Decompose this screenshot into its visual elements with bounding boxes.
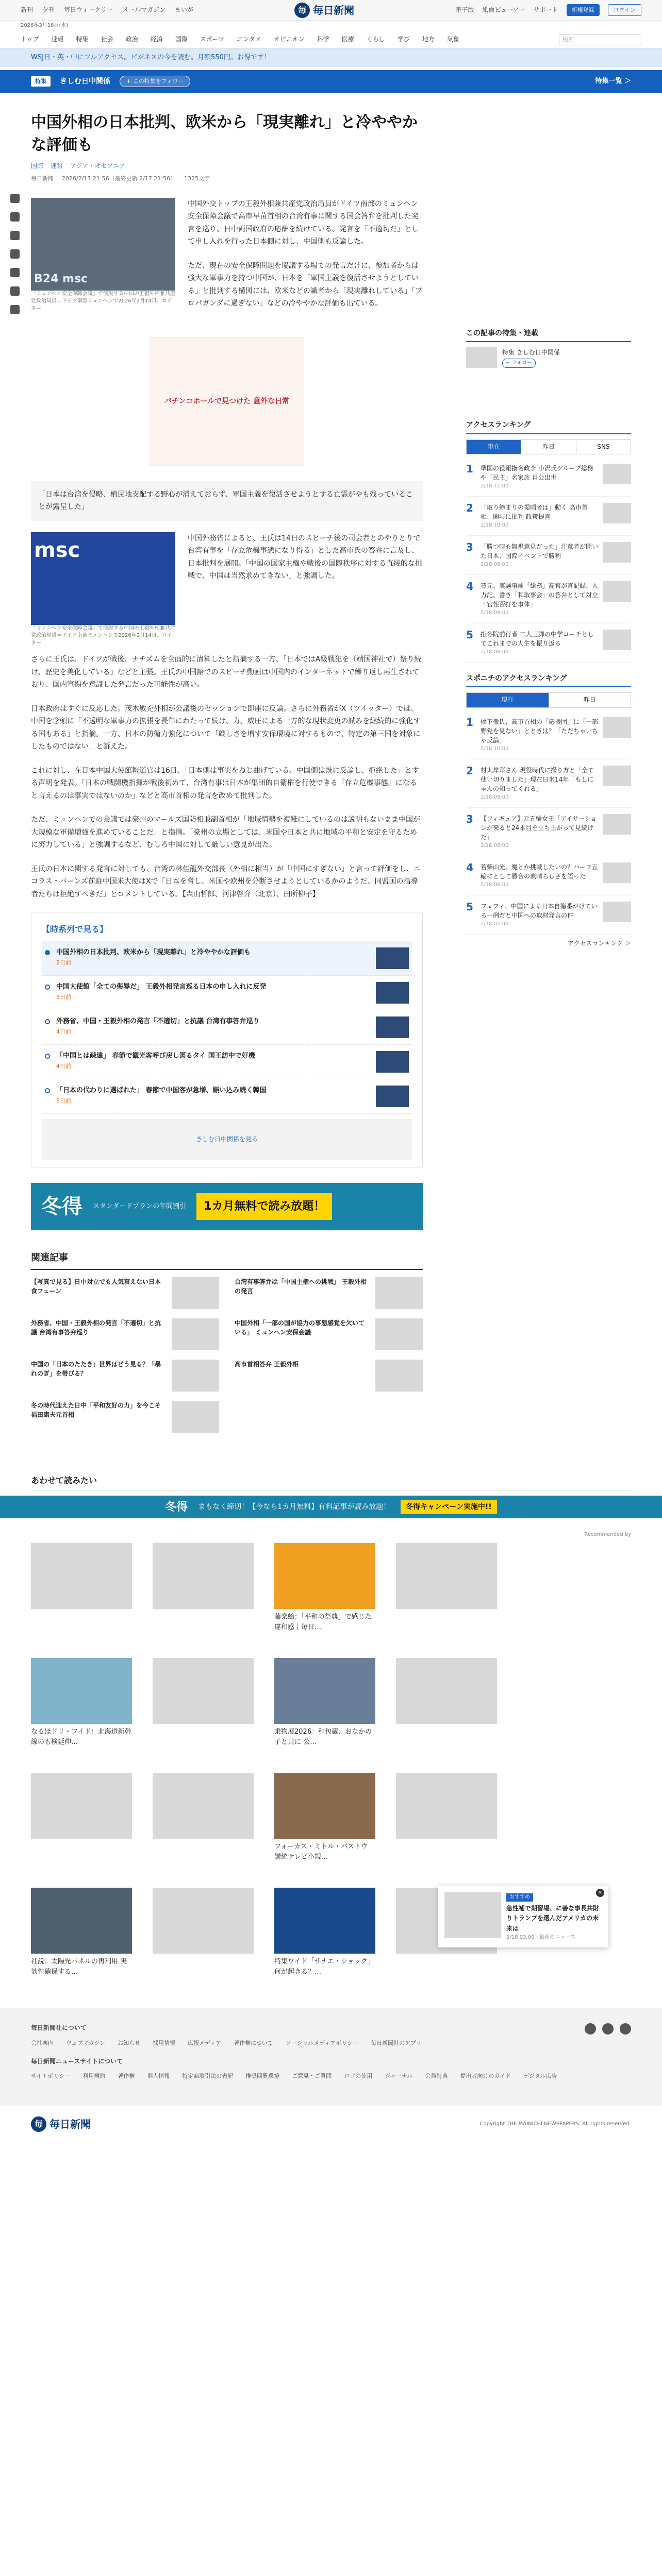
rank-title: 【フィギュア】元五輪女王「アイサーションが来ると24本目を立ち上がって見続けた」	[481, 815, 597, 841]
rank-title: 寛元、実験事前「総務」高官が言記録、入力記、書き「和取事会」の答弁として対立「官性否打を事体」	[481, 582, 599, 608]
masthead-link-4[interactable]: メールマガジン	[122, 6, 166, 13]
print-icon[interactable]	[10, 305, 20, 314]
today-date: 2026年3月18日(水)	[21, 23, 69, 28]
footer-link[interactable]: ジャーナル	[385, 2073, 413, 2080]
masthead	[0, 0, 662, 21]
rank-date: 2/18 08:00	[481, 842, 509, 849]
card-title: フォーカス・ミトル・バストウ 講統テレビ小規…	[274, 1843, 368, 1861]
ranking-item[interactable]	[466, 497, 631, 536]
sticky-big: 冬得	[165, 1500, 188, 1514]
line-share-icon[interactable]	[10, 249, 20, 259]
article-title: 中国外相の日本批判、欧米から「現実離れ」と冷ややかな評価も	[31, 113, 418, 154]
nav-item[interactable]: トップ	[21, 35, 39, 43]
recommend-card[interactable]	[396, 1658, 497, 1747]
promo-bar[interactable]: WSJ日・英・中にフルアクセス。ビジネスの今を読む。月額550円。お得です！	[0, 48, 662, 67]
card-title: なるほドリ・ワイド：北海道新幹線のも検延伸…	[31, 1728, 131, 1746]
recommended-label: Recommended by	[584, 1532, 631, 1538]
rank-number: 4	[466, 580, 473, 592]
rank-title: 拒冬院前行者 二人三脚の中学コーチとしてこれまでの人生を振り返る	[481, 630, 594, 647]
nav-item[interactable]: エンタメ	[237, 35, 261, 43]
banner-cta: 1カ月無料で読み放題！	[196, 1193, 332, 1219]
footer-link[interactable]: 会員特典	[425, 2073, 448, 2080]
card-thumb	[396, 1658, 497, 1724]
footer-link[interactable]: 利用規約	[82, 2073, 106, 2080]
rank-date: 2/18 08:00	[481, 882, 509, 888]
timeline-dot-icon	[45, 1019, 50, 1024]
feature-tag: 特集	[31, 76, 51, 87]
footer-sns	[585, 2023, 631, 2035]
timeline-item-current[interactable]	[42, 941, 412, 976]
related-title: 中国外相「一部の国が協力の事態感覚を欠いている」 ミュンヘン安保会議	[235, 1319, 365, 1336]
footer-link[interactable]: 著作権	[118, 2073, 135, 2080]
rank-number: 3	[466, 812, 473, 825]
ranking2-tab[interactable]: 現在	[467, 693, 549, 707]
ad-text: バチンコホールで見つけた 意外な日常	[164, 397, 289, 405]
masthead-right-3[interactable]: サポート	[533, 6, 558, 13]
related-item[interactable]	[31, 1318, 219, 1350]
sticky-campaign-bar[interactable]	[0, 1496, 662, 1518]
banner-big-text: 冬得	[41, 1194, 82, 1219]
popup-date: 2/18 03:00 | 最新のニュース	[506, 1934, 575, 1940]
card-thumb	[396, 1543, 497, 1609]
rank-thumb	[603, 766, 631, 786]
rank-thumb	[603, 503, 631, 523]
masthead-right-1[interactable]: 電子版	[455, 6, 474, 13]
card-title: 藤楽蛤：「平和の祭典」で感じた違和感｜毎日…	[274, 1613, 372, 1631]
card-thumb	[274, 1543, 375, 1609]
related-item[interactable]	[235, 1360, 423, 1392]
footer-link[interactable]: 提出者向けのガイド	[460, 2073, 511, 2080]
rank-title: 「取り締まりの提唱者は」動く 高市首相、関与に批判 政策提言	[481, 503, 588, 520]
footer-link[interactable]: 広報メディア	[187, 2039, 222, 2046]
rank-date: 2/18 08:00	[481, 649, 509, 655]
recommend-card[interactable]	[31, 1543, 132, 1632]
rank-date: 2/18 09:00	[481, 561, 509, 567]
rank-number: 1	[466, 716, 473, 728]
sidebar-feature-title: 特集 きしむ日中関係	[502, 348, 560, 356]
timeline-title: 中国大使館「全ての侮辱だ」 王毅外相発言巡る日本の申し入れに反発	[56, 982, 267, 991]
related-item[interactable]	[31, 1277, 219, 1309]
login-button[interactable]: ログイン	[608, 4, 641, 16]
related-heading: 関連記事	[31, 1251, 423, 1270]
ranking2-item[interactable]	[466, 895, 631, 935]
read-more-section	[0, 1474, 662, 1491]
timeline-date: 4日前	[56, 1062, 71, 1070]
share-bar	[10, 194, 20, 314]
nav-item[interactable]: 地方	[422, 35, 435, 43]
read-more-heading: あわせて読みたい	[31, 1474, 631, 1491]
nav-item[interactable]: 国際	[175, 35, 188, 43]
related-thumb	[172, 1318, 219, 1350]
article-photo-1[interactable]: B24 msc	[31, 198, 175, 291]
footer-link[interactable]: 個人情報	[147, 2073, 170, 2080]
timeline-thumb	[376, 1016, 409, 1038]
ranking-tab[interactable]: SNS	[597, 443, 610, 450]
global-nav	[0, 31, 662, 48]
timeline-item[interactable]	[42, 1010, 412, 1045]
popup-thumb	[444, 1892, 501, 1938]
card-thumb	[31, 1543, 132, 1609]
related-title: 中国の「日本のたたき」世界はどう見る？「暴れのぎ」を帯びる？	[31, 1360, 161, 1377]
rank-title: 村太岸彩さん 現役時代に撮り方と「全て使い切りました」現在日米14年「もしにゃんの知ってくれる」	[481, 766, 594, 792]
recommend-card[interactable]	[153, 1888, 254, 1977]
ranking2-item[interactable]	[466, 759, 631, 808]
category-link[interactable]: 速報	[51, 162, 63, 170]
related-title: 【写真で見る】日中対立でも人気衰えない日本食フェーン	[31, 1278, 161, 1295]
copyright: Copyright THE MAINICHI NEWSPAPERS. All rights reserved.	[479, 2121, 631, 2127]
footer-heading-company: 毎日新聞社について	[31, 2024, 87, 2032]
recommend-card[interactable]	[274, 1543, 375, 1632]
card-thumb	[274, 1888, 375, 1954]
mail-share-icon[interactable]	[10, 268, 20, 277]
timeline-box	[31, 912, 423, 1167]
card-title: 乗物展2026：和包蔵、おなかの子と共に 公…	[274, 1728, 372, 1746]
banner-sub-text: スタンダードプランの年間割引	[93, 1202, 187, 1210]
ranking-item[interactable]	[466, 536, 631, 575]
recommend-card[interactable]	[31, 1658, 132, 1747]
rank-date: 2/18 07:00	[481, 921, 509, 927]
article	[31, 111, 423, 1433]
article-paragraph: 日本政府はすぐに反応した。茂木敏充外相が公議後のセッションで即座に反論。さらに外務省がX（ツイッター）では、中国を念頭に「不透明な軍事力の拡張を長年にわたって続け、力、威圧による一方的な現状変更の試みを継続的に強化する国もある」と指摘。一方、日本の防衛力強化について「厳しさを増す安保環境に対するもので、特定の第三国を対象にしたものではない」と訴えた。	[31, 704, 421, 751]
recommend-card[interactable]	[31, 1888, 132, 1977]
nav-item[interactable]: 特集	[76, 35, 89, 43]
timeline-title: 中国外相の日本批判、欧米から「現実離れ」と冷ややかな評価も	[56, 948, 251, 956]
ranking2-tab[interactable]: 昨日	[583, 696, 596, 704]
footer-link[interactable]: 採用情報	[152, 2039, 175, 2046]
article-paragraph: 中国外交トップの王毅外相兼共産党政治局員がドイツ南部のミュンヘン安全保障会議で高市早苗首相の台湾有事に関する国会答弁を批判した発言を巡り、日中両国政府の応酬を続けている。発言を「不適切だ」として申し入れを行った日本側に対し、中国側も反論した。	[188, 199, 419, 246]
footer-link[interactable]: サイトポリシー	[31, 2073, 71, 2080]
ranking-more-link[interactable]: アクセスランキング ＞	[567, 939, 631, 947]
related-item[interactable]	[235, 1277, 423, 1309]
x-share-icon[interactable]	[10, 194, 20, 203]
nav-item[interactable]: オピニオン	[273, 35, 305, 43]
ranking-tabs	[466, 439, 631, 454]
masthead-link-2[interactable]: 夕刊	[42, 6, 55, 13]
card-thumb	[31, 1658, 132, 1724]
rank-thumb	[603, 814, 631, 835]
ranking2-heading: スポニチのアクセスランキング	[466, 673, 631, 687]
x-icon[interactable]	[585, 2023, 596, 2035]
hatena-share-icon[interactable]	[10, 231, 20, 240]
recommend-card[interactable]	[153, 1543, 254, 1632]
card-title: 社説：太陽光パネルの再利用 実効性確保する…	[31, 1958, 127, 1976]
related-item[interactable]	[31, 1360, 219, 1392]
nav-item[interactable]: 学び	[397, 35, 410, 43]
ranking-item[interactable]	[466, 623, 631, 663]
nav-item[interactable]: 経済	[150, 35, 163, 43]
nav-item[interactable]: 社会	[101, 35, 113, 43]
card-thumb	[274, 1773, 375, 1839]
ranking-heading: アクセスランキング	[466, 419, 631, 434]
sidebar-feature[interactable]	[466, 347, 631, 368]
rank-number: 4	[466, 861, 473, 874]
search-input[interactable]: 検索	[559, 34, 641, 45]
related-list	[31, 1277, 423, 1433]
timeline-thumb	[376, 947, 409, 969]
recommend-card[interactable]	[153, 1658, 254, 1747]
logo-mark-icon: 毎	[294, 3, 310, 18]
footer	[0, 2008, 662, 2106]
timeline-item[interactable]	[42, 1045, 412, 1079]
campaign-banner[interactable]	[31, 1183, 423, 1230]
rank-thumb	[603, 862, 631, 883]
timeline-date: 3日前	[56, 993, 71, 1001]
masthead-link-1[interactable]: 新刊	[21, 6, 34, 13]
timeline-dot-icon	[45, 1054, 50, 1059]
nav-item[interactable]: スポーツ	[200, 35, 225, 43]
timeline-dot-icon	[45, 950, 50, 955]
photo-caption-2: 「ミュンヘン安全保障会議」で演説する中国の王毅外相兼共産党政治局員＝ドイツ南部ミュンヘンで2026年2月14日、ロイター	[31, 625, 175, 646]
close-icon[interactable]: ×	[596, 1889, 604, 1897]
rank-date: 2/18 09:00	[481, 609, 509, 616]
related-item[interactable]	[235, 1318, 423, 1350]
rank-thumb	[603, 581, 631, 602]
rank-number: 2	[466, 764, 473, 777]
ranking-list	[466, 457, 631, 663]
timeline-item[interactable]	[42, 976, 412, 1010]
footer-link[interactable]: ウェブマガジン	[66, 2039, 106, 2046]
nav-item[interactable]: 気象	[446, 35, 459, 43]
rank-thumb	[603, 542, 631, 563]
article-photo-2[interactable]: msc	[31, 532, 175, 625]
footer-link[interactable]: ロゴの使用	[344, 2073, 373, 2080]
related-thumb	[172, 1360, 219, 1392]
footer-site-name: 毎日新聞	[49, 2118, 91, 2131]
rank-date: 2/18 10:00	[481, 745, 509, 752]
timeline-more-link[interactable]: きしむ日中関係を見る	[42, 1119, 412, 1160]
rank-date: 2/18 11:00	[481, 483, 509, 489]
footer-link[interactable]: デジタル広告	[523, 2073, 557, 2080]
sticky-cta: 冬得キャンペーン実施中!!	[401, 1500, 497, 1514]
rank-title: フェフィ、中国による日本自衛番がけている一例だと中国への取材発言の件	[481, 902, 598, 919]
related-thumb	[172, 1401, 219, 1433]
ranking2-tabs	[466, 692, 631, 707]
category-link[interactable]: アジア・オセアニア	[70, 162, 125, 170]
ranking2-item[interactable]	[466, 808, 631, 856]
feature-list-link[interactable]: 特集一覧 ＞	[595, 77, 631, 85]
rank-number: 3	[466, 540, 473, 553]
article-paragraph: 中国外務省によると、王氏は14日のスピーチ後の司会者とのやりとりで台湾有事を「存立危機事態になり得る」とした高市氏の答弁に言及し、日本批判を展開。「中国の国家主権や戦後の国際秩序に対する直接的な挑戦で、中国は当然求めてきない」と強調した。	[188, 534, 422, 581]
article-quote: 「日本は台湾を侵略、植民地支配する野心が消えておらず、軍国主義を復活させようとする亡霊がやも残っていることが露呈した」	[31, 481, 423, 521]
feature-title[interactable]: きしむ日中関係	[60, 77, 110, 86]
rank-date: 2/18 09:00	[481, 794, 509, 800]
related-title: 外務省、中国・王毅外相の発言「不適切」と抗議 台湾有事答弁巡り	[31, 1319, 161, 1336]
nav-item[interactable]: 医療	[341, 35, 354, 43]
feature-thumb	[466, 347, 497, 368]
recommend-card[interactable]	[153, 1773, 254, 1862]
footer-link[interactable]: 会社案内	[31, 2039, 54, 2046]
rank-number: 2	[466, 501, 473, 514]
rank-thumb	[603, 464, 631, 484]
article-date: 2026/2/17 21:56（最終更新 2/17 21:56）	[62, 175, 176, 182]
footer-bottom	[0, 2106, 662, 2143]
footer-link[interactable]: ソーシャルメディアポリシー	[285, 2039, 359, 2046]
footer-link[interactable]: 特定商取引法の表記	[182, 2073, 234, 2080]
related-thumb	[172, 1277, 219, 1309]
timeline-date: 5日前	[56, 1097, 71, 1104]
rank-number: 1	[466, 462, 473, 475]
ranking2-item[interactable]	[466, 856, 631, 895]
timeline-date: 4日前	[56, 1028, 71, 1035]
related-title: 高市首相答弁 王毅外相	[235, 1360, 299, 1368]
article-paragraph: 王氏の日本に関する発言に対しても、台湾の林佳龍外交部長（外相に相当）が「中国にすぎない」と言って評価をし、ニコラス・バーンズ前駐中国米大使はXで「日本を脅し、米国や欧州を分断させようとしているかのようだ。同盟国の指導者たちは拒絶すべきだ」とコメントしている。【森山哲郎、河津啓介（北京）、田所柳子】	[31, 865, 421, 899]
related-thumb	[375, 1277, 423, 1309]
rank-title: 若柴山光、魔とか挑戦したいの？ハーフ五輪にとして勝合の素晴らしさを語った	[481, 863, 598, 880]
article-source: 毎日新聞	[31, 175, 54, 182]
timeline-thumb	[376, 1086, 409, 1107]
masthead-link-3[interactable]: 毎日ウィークリー	[64, 6, 113, 13]
recommend-card[interactable]	[274, 1773, 375, 1862]
footer-link[interactable]: 著作権について	[234, 2039, 273, 2046]
related-thumb	[375, 1360, 423, 1392]
masthead-link-5[interactable]: まいが	[174, 6, 193, 13]
ranking2-item[interactable]	[466, 711, 631, 759]
ranking-tab[interactable]: 現在	[467, 440, 521, 454]
category-link[interactable]: 国際	[31, 162, 44, 170]
nav-item[interactable]: くらし	[366, 35, 385, 43]
sidebar-follow-button[interactable]: + フォロー	[502, 359, 536, 368]
youtube-icon[interactable]	[620, 2023, 631, 2035]
recommend-card[interactable]	[396, 1543, 497, 1632]
card-thumb	[153, 1773, 254, 1839]
timeline-date: 2日前	[56, 959, 71, 966]
sidebar	[466, 111, 631, 1433]
feature-follow-button[interactable]: + この特集をフォロー	[120, 76, 190, 87]
timeline-title: 「中国とは疎遠」 春節で観光客呼び戻し図るタイ 国王訪中で好機	[56, 1052, 255, 1060]
sticky-text: まもなく締切！【今なら1カ月無料】有料記事が読み放題！	[198, 1503, 391, 1512]
related-thumb	[375, 1318, 423, 1350]
timeline-heading: 【時系列で見る】	[42, 924, 108, 935]
timeline-thumb	[376, 982, 409, 1004]
site-name: 毎日新聞	[313, 4, 355, 16]
card-thumb	[396, 1773, 497, 1839]
rank-title: 「勝つ時も無視意見だった」注意者が問いた日本、国際イベントで勝利	[481, 543, 599, 560]
article-length: 1325文字	[184, 175, 210, 182]
nav-item[interactable]: 政治	[125, 35, 138, 43]
facebook-icon[interactable]	[602, 2023, 614, 2035]
ranking-tab[interactable]: 昨日	[521, 440, 576, 454]
photo-caption-1: 「ミュンヘン安全保障会議」で演説する中国の王毅外相兼共産党政治局員＝ドイツ南部ミュンヘンで2026年2月14日、ロイター	[31, 291, 175, 312]
ranking2-list	[466, 711, 631, 935]
timeline-dot-icon	[45, 1088, 50, 1093]
recommend-card[interactable]	[274, 1888, 375, 1977]
popup-badge: おすすめ	[506, 1893, 533, 1902]
article-figure-1[interactable]	[31, 198, 175, 313]
link-copy-icon[interactable]	[10, 286, 20, 296]
timeline-item[interactable]	[42, 1079, 412, 1114]
sidebar-feature-heading: この記事の特集・連載	[466, 328, 631, 342]
rank-thumb	[603, 630, 631, 650]
related-title: 台湾有事答弁は「中国主権への挑戦」 王毅外相の発言	[235, 1278, 367, 1295]
timeline-title: 外務省、中国・王毅外相の発言「不適切」と抗議 台湾有事答弁巡り	[56, 1017, 260, 1025]
article-paragraph: これに対し、在日本中国大使館報道官は16日、「日本側は事実をねじ曲げている。中国側は既に反論し、拒絶した」とする声明を発表。「日本の戦闘機指揮が戦後初めて、台湾有事は日本が集団的自衛権を行使できる『存立危機事態』になると言えるのは事実ではないのか」などと高市首相の発言を改めて批判した。	[31, 766, 419, 800]
popup-title: 急性補で期習場、に善な事長共財りトランプを選んだアメリカの未来は	[506, 1905, 600, 1932]
recommend-card[interactable]	[396, 1773, 497, 1862]
footer-link[interactable]: 毎日新聞社のアプリ	[371, 2039, 422, 2046]
footer-logo[interactable]	[31, 2116, 91, 2132]
card-thumb	[153, 1888, 254, 1954]
rank-date: 2/18 10:00	[481, 522, 509, 528]
article-paragraph: ただ、ミュンヘンでの会議では豪州のマールズ国防相兼副首相が「地域情勢を複雑にしているのは説明もないまま中国が大規模な軍備増強を進めていることだ」と指摘。「豪州の立場としては、米国や日本と共に地域の平和と安定を守るために努力している」と強調するなど、むしろ中国に対して厳しい意見が出た。	[31, 816, 421, 850]
card-thumb	[31, 1888, 132, 1954]
card-thumb	[153, 1543, 254, 1609]
feature-bar	[0, 70, 662, 93]
logo-mark-icon: 毎	[31, 2116, 46, 2132]
card-thumb	[153, 1658, 254, 1724]
card-title: 特集ワイド「サナエ・ショック」何が起きる？…	[274, 1958, 374, 1976]
advertisement[interactable]	[150, 337, 304, 466]
rank-title: 準国の役報指名政李 小沢氏グループ総務や「民主」名家族 自公出世	[481, 464, 593, 481]
related-title: 冬の時代迎えた日中「平和友好の力」を今こそ 福田康夫元首相	[31, 1401, 161, 1418]
recommend-card[interactable]	[274, 1658, 375, 1747]
footer-link[interactable]: お知らせ	[118, 2039, 140, 2046]
footer-link[interactable]: ご意見・ご質問	[292, 2073, 332, 2080]
card-thumb	[274, 1658, 375, 1724]
nav-item[interactable]: 科学	[317, 35, 329, 43]
rank-thumb	[603, 902, 631, 922]
rank-number: 5	[466, 900, 473, 913]
facebook-share-icon[interactable]	[10, 212, 20, 222]
recommend-card[interactable]	[31, 1773, 132, 1862]
recommend-popup[interactable]	[438, 1886, 608, 1947]
signup-button[interactable]: 新規登録	[567, 4, 600, 16]
article-paragraph: ただ、現在の安全保障問題を協議する場での発言だけに、参加者からは強大な軍事力を持つ中国が、日本を「軍国主義を復活させようとしている」と批判する構図には、欧米などの識者から「現実離れしている」「プロパガンダに過ぎない」などの冷ややかな評価も出ている。	[188, 261, 422, 308]
card-thumb	[31, 1773, 132, 1839]
ranking-item[interactable]	[466, 457, 631, 497]
rank-number: 5	[466, 628, 473, 641]
rank-title: 橋下徹氏、高市首相の「応援団」に「一部野党を見ない」とときは？「ただちゃいちゃ反論」	[481, 718, 599, 744]
ranking-item[interactable]	[466, 575, 631, 623]
article-paragraph: さらに王氏は、ドイツが戦後、ナチズムを全面的に清算したと指摘する一方、「日本ではA級戦犯を（靖国神社で）祭り続け、歴史を美化している」などと主張。王氏の中国語でのスピーチ動画は中国内のインターネットで繰り返し再生されており、国内宣揚を意識した発言だった可能性が高い。	[31, 655, 422, 689]
timeline-thumb	[376, 1051, 409, 1073]
nav-item[interactable]: 速報	[51, 35, 64, 43]
timeline-title: 「日本の代わりに選ばれた」 春節で中国客が急増、賑い込み続く韓国	[56, 1086, 267, 1094]
article-figure-2[interactable]	[31, 532, 175, 648]
site-logo[interactable]	[294, 2, 354, 19]
rank-thumb	[603, 717, 631, 738]
masthead-right-2[interactable]: 紙面ビューアー	[482, 6, 525, 13]
timeline-dot-icon	[45, 985, 50, 990]
footer-link[interactable]: 推奨閲覧環境	[245, 2073, 280, 2080]
footer-heading-site: 毎日新聞ニュースサイトについて	[31, 2058, 123, 2065]
related-item[interactable]	[31, 1401, 219, 1433]
